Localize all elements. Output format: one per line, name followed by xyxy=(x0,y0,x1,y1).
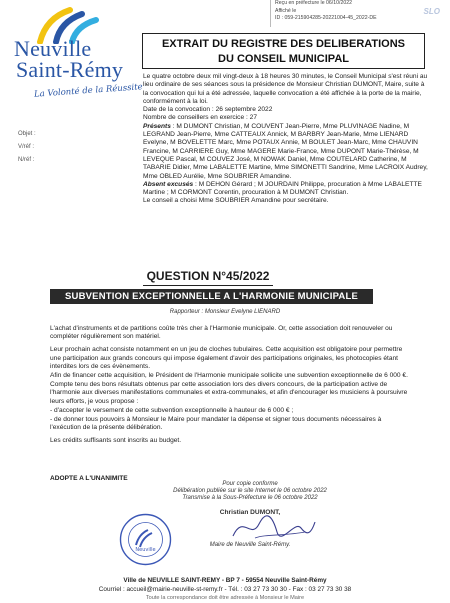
body-proposal-1: - d'accepter le versement de cette subvention exceptionnelle à hauteur de 6 000 € ; xyxy=(50,406,294,414)
vote-result: ADOPTE A L'UNANIMITE xyxy=(50,475,128,482)
town-seal-icon xyxy=(118,512,173,567)
excused-list xyxy=(143,181,428,198)
presents-names: : M DUMONT Christian, M COUVENT Jean-Pierre, Mme PLUVINAGE Nadine, M LEGRAND Jean-Pierre, Mme CATTEAUX Annick, M BARBRY Jean-Marie, Mme LIENARD Evelyne, M BOVELETTE Marc, Mme POTAUX Annie, M BOULET Jean-Marc, Mme CHAUVIN Francine, M CARRIERE Guy, Mme MAGERE Marie-France, Mme DUPONT Marie-Thérèse, M LEVEQUE Pascal, M COUVEZ José, M NOWAK Daniel, Mme COUTELARD Catherine, M TABARIE Didier, Mme LABALETTE Martine, Mme SIMONETTI Sandrine, Mme LACROIX Audrey, Mme OBLED Aurélie, Mme SOUBRIER Amandine. xyxy=(143,122,428,180)
body-paragraph-3: Afin de financer cette acquisition, le Président de l'Harmonie municipale sollicite une subvention exceptionnelle de 6 000 €. xyxy=(50,372,408,380)
body-paragraph-1: L'achat d'instruments et de partitions coûte très cher à l'Harmonie municipale. Or, cette association doit renouveler ou compléter régulièrement son matériel. xyxy=(50,325,393,341)
footer-address: Ville de NEUVILLE SAINT-REMY - BP 7 - 59554 Neuville Saint-Rémy xyxy=(123,577,327,584)
excused-label: Absent excusés xyxy=(143,180,194,188)
receipt-line3: ID : 059-215904285-20221004-45_2022-DE xyxy=(275,15,377,22)
secretary-line: Le conseil a choisi Mme SOUBRIER Amandine pour secrétaire. xyxy=(143,197,329,205)
body-proposal-2: - de donner tous pouvoirs à Monsieur le Maire pour mandater la dépense et signer tous documents nécessaires à l'exécution de la présente délibération. xyxy=(50,416,382,432)
receipt-stamp-mark: SLO xyxy=(423,7,440,16)
receipt-line2: Affiché le xyxy=(275,7,297,14)
deliberation-body xyxy=(50,325,410,447)
document-title-line2: DU CONSEIL MUNICIPAL xyxy=(218,53,349,65)
logo-name-line2: Saint-Rémy xyxy=(16,57,124,82)
prefecture-receipt xyxy=(270,0,446,27)
document-title-box xyxy=(142,33,425,69)
subject-banner: SUBVENTION EXCEPTIONNELLE A L'HARMONIE MUNICIPALE xyxy=(50,289,373,304)
councillors-count: Nombre de conseillers en exercice : 27 xyxy=(143,114,257,122)
intro-paragraph: Le quatre octobre deux mil vingt-deux à 18 heures 30 minutes, le Conseil Municipal s'est réuni au lieu ordinaire de ses séances sous la présidence de Monsieur Christian DUMONT, Maire, suite à la convocation qui lui a été adressée, laquelle convocation a été affichée à la porte de la mairie, conformément à la loi. xyxy=(143,73,428,105)
budget-line: Les crédits suffisants sont inscrits au budget. xyxy=(50,437,182,445)
logo-name-line1: Neuville xyxy=(14,36,92,61)
vref-label: V/réf : xyxy=(18,144,35,150)
mayor-name: Christian DUMONT, xyxy=(219,508,281,516)
mayor-signature-icon xyxy=(225,510,320,545)
question-number: QUESTION N°45/2022 xyxy=(143,268,273,286)
document-title-line1: EXTRAIT DU REGISTRE DES DELIBERATIONS xyxy=(161,38,406,50)
objet-label: Objet : xyxy=(18,131,36,137)
body-paragraph-2: Leur prochain achat consiste notamment en un jeu de cloches tubulaires. Cette acquisition est obligatoire pour permettre une participation aux grands concours qui impose également d'avoir des participations originales, les photocopies étant interdites lors de ces évènements. xyxy=(50,346,403,370)
presents-list xyxy=(143,123,428,181)
session-intro xyxy=(143,73,428,206)
presents-label: Présents xyxy=(143,122,171,130)
mayor-role: Maire de Neuville Saint-Rémy. xyxy=(209,541,291,548)
certif-copy-line: Pour copie conforme xyxy=(222,481,278,487)
certif-published-line: Délibération publiée sur le site Internet le 06 octobre 2022 xyxy=(173,488,327,495)
certif-transmitted-line: Transmise à la Sous-Préfecture le 06 octobre 2022 xyxy=(182,495,318,502)
footer-contact: Courriel : accueil@mairie-neuville-st-remy.fr - Tél. : 03 27 73 30 30 - Fax : 03 27 73 30 38 xyxy=(98,586,352,593)
reference-labels xyxy=(18,128,36,167)
body-paragraph-4: Compte tenu des bons résultats obtenus par cette association lors des divers concours, de la participation active de l'harmonie aux diverses manifestations communales et extra-communales, et afin d'encourager les musiciens à poursuivre leurs efforts, je vous propose : xyxy=(50,381,408,405)
nref-label: N/réf : xyxy=(18,157,35,163)
logo-tagline: La Volonté de la Réussite xyxy=(33,82,144,100)
rapporteur-line: Rapporteur : Monsieur Evelyne LIENARD xyxy=(169,309,281,315)
footer-note: Toute la correspondance doit être adressée à Monsieur le Maire xyxy=(145,595,305,601)
excused-names: : M DEHON Gérard ; M JOURDAIN Philippe, procuration à Mme LABALETTE Martine ; M CORMONT Corentin, procuration à M DUMONT Christian. xyxy=(143,180,422,197)
page-footer xyxy=(0,576,450,603)
svg-text:Neuville: Neuville xyxy=(135,547,156,553)
receipt-line1: Reçu en préfecture le 06/10/2022 xyxy=(275,0,353,6)
convocation-date: Date de la convocation : 26 septembre 2022 xyxy=(143,106,273,114)
